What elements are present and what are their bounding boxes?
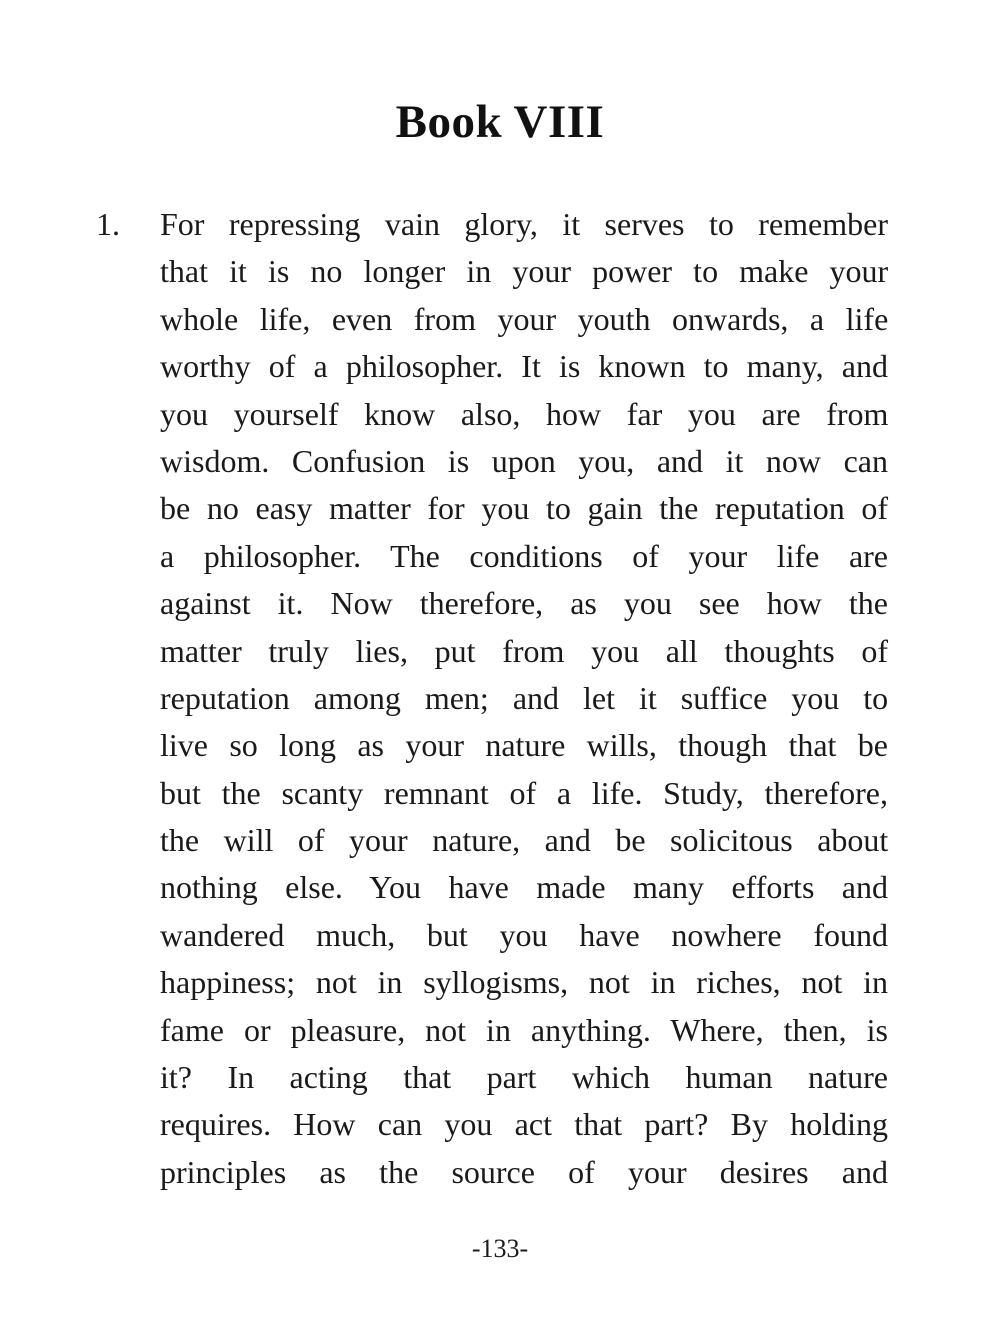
paragraph-number: 1. (96, 206, 120, 242)
text-line: nothing else. You have made many efforts and (160, 869, 888, 906)
text-line: the will of your nature, and be solicitous about (160, 822, 889, 859)
text-line: whole life, even from your youth onwards, a life (160, 300, 889, 337)
text-line: reputation among men; and let it suffice you to (160, 679, 889, 716)
text-line: that it is no longer in your power to make your (160, 253, 889, 290)
text-line: happiness; not in syllogisms, not in riches, not in (160, 964, 888, 1001)
text-line: principles as the source of your desires and (160, 1153, 888, 1190)
text-line: requires. How can you act that part? By holding (160, 1106, 888, 1143)
paragraph-body (160, 204, 888, 1199)
text-line: against it. Now therefore, as you see how the (160, 585, 888, 622)
chapter-title: Book VIII (395, 96, 605, 148)
text-line: a philosopher. The conditions of your life are (160, 537, 888, 574)
text-line: but the scanty remnant of a life. Study, therefore, (160, 774, 888, 811)
text-line: you yourself know also, how far you are from (160, 395, 889, 432)
text-line: For repressing vain glory, it serves to remember (160, 206, 888, 242)
text-line: matter truly lies, put from you all thoughts of (160, 632, 888, 669)
text-line: fame or pleasure, not in anything. Where, then, is (160, 1011, 888, 1048)
page-number: -133- (471, 1234, 529, 1263)
text-line: wisdom. Confusion is upon you, and it now can (160, 442, 888, 479)
text-line: live so long as your nature wills, though that be (160, 727, 888, 764)
text-line: it? In acting that part which human nature (160, 1059, 888, 1096)
text-line: wandered much, but you have nowhere found (160, 916, 888, 953)
text-line: worthy of a philosopher. It is known to many, and (160, 348, 888, 385)
text-line: be no easy matter for you to gain the reputation of (160, 490, 888, 527)
